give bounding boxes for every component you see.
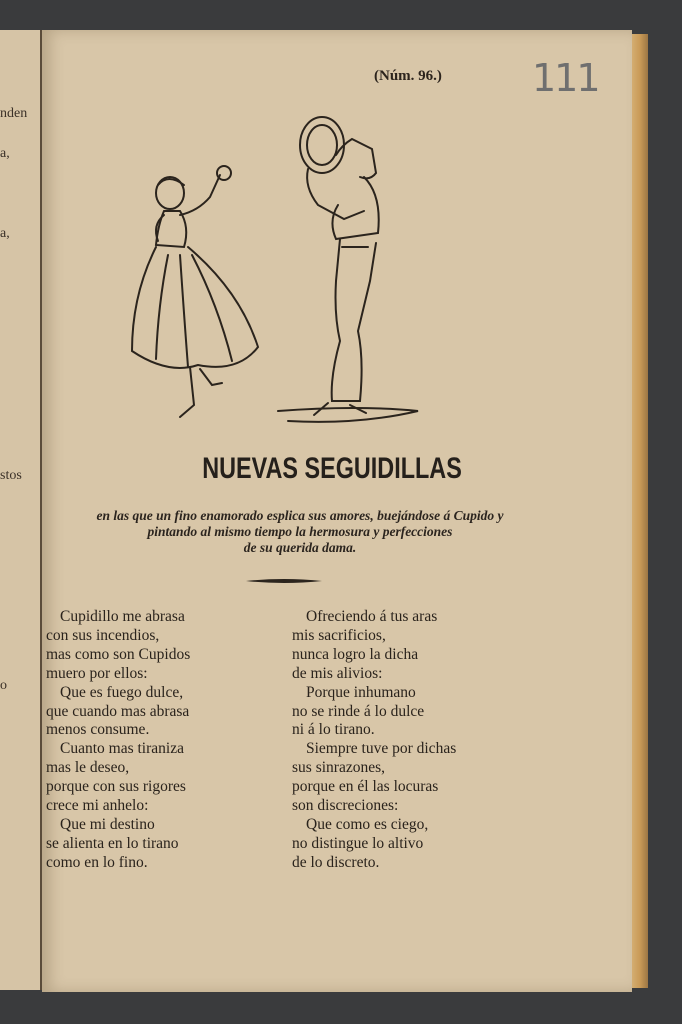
dancers-illustration [128,115,428,435]
poem-line: mas como son Cupidos [46,645,191,663]
poem-column-left [46,608,190,873]
poem-line: de lo discreto. [292,853,380,871]
poem-column-right [292,608,456,873]
subtitle-line: en las que un fino enamorado esplica sus amores, buejándose á Cupido y [96,508,504,523]
left-page-fragment: o [0,678,7,693]
poem-line: Ofreciendo á tus aras [306,608,438,625]
poem-line: que cuando mas abrasa [46,702,190,720]
poem-line: mas le deseo, [46,759,130,777]
poem-line: nunca logro la dicha [292,645,419,663]
poem-line: se alienta en lo tirano [46,834,179,852]
poem-subtitle [50,508,550,556]
poem-title: NUEVAS SEGUIDILLAS [202,452,462,485]
poem-line: Que mi destino [60,815,155,833]
left-page-fragment: a, [0,146,10,161]
poem-line: mis sacrificios, [292,626,386,644]
ornamental-rule [244,576,324,586]
poem-line: sus sinrazones, [292,759,385,777]
poem-line: porque con sus rigores [46,778,186,796]
poem-line: ni á lo tirano. [292,721,375,739]
poem-line: como en lo fino. [46,853,148,871]
poem-line: con sus incendios, [46,626,160,644]
poem-line: Cuanto mas tiraniza [60,740,184,758]
poem-line: crece mi anhelo: [46,797,149,815]
poem-line: Cupidillo me abrasa [60,608,185,625]
poem-line: Que es fuego dulce, [60,683,184,701]
folio-number: 111 [532,56,599,100]
left-page-edge [0,30,42,990]
poem-line: no distingue lo altivo [292,834,424,852]
poem-line: menos consume. [46,721,150,739]
poem-line: son discreciones: [292,797,399,815]
poem-line: Porque inhumano [306,683,416,701]
poem-line: porque en él las locuras [292,778,439,796]
page [42,30,632,992]
poem-line: de mis alivios: [292,664,383,682]
left-page-fragment: nden [0,106,28,121]
subtitle-line: pintando al mismo tiempo la hermosura y perfecciones [147,524,453,539]
poem-line: Siempre tuve por dichas [306,740,457,758]
left-page-fragment: a, [0,226,10,241]
poem-line: muero por ellos: [46,664,148,682]
subtitle-line: de su querida dama. [243,540,357,555]
poem-line: Que como es ciego, [306,815,429,833]
issue-number: (Núm. 96.) [374,68,442,84]
left-page-fragment: stos [0,468,22,483]
poem-line: no se rinde á lo dulce [292,702,425,720]
